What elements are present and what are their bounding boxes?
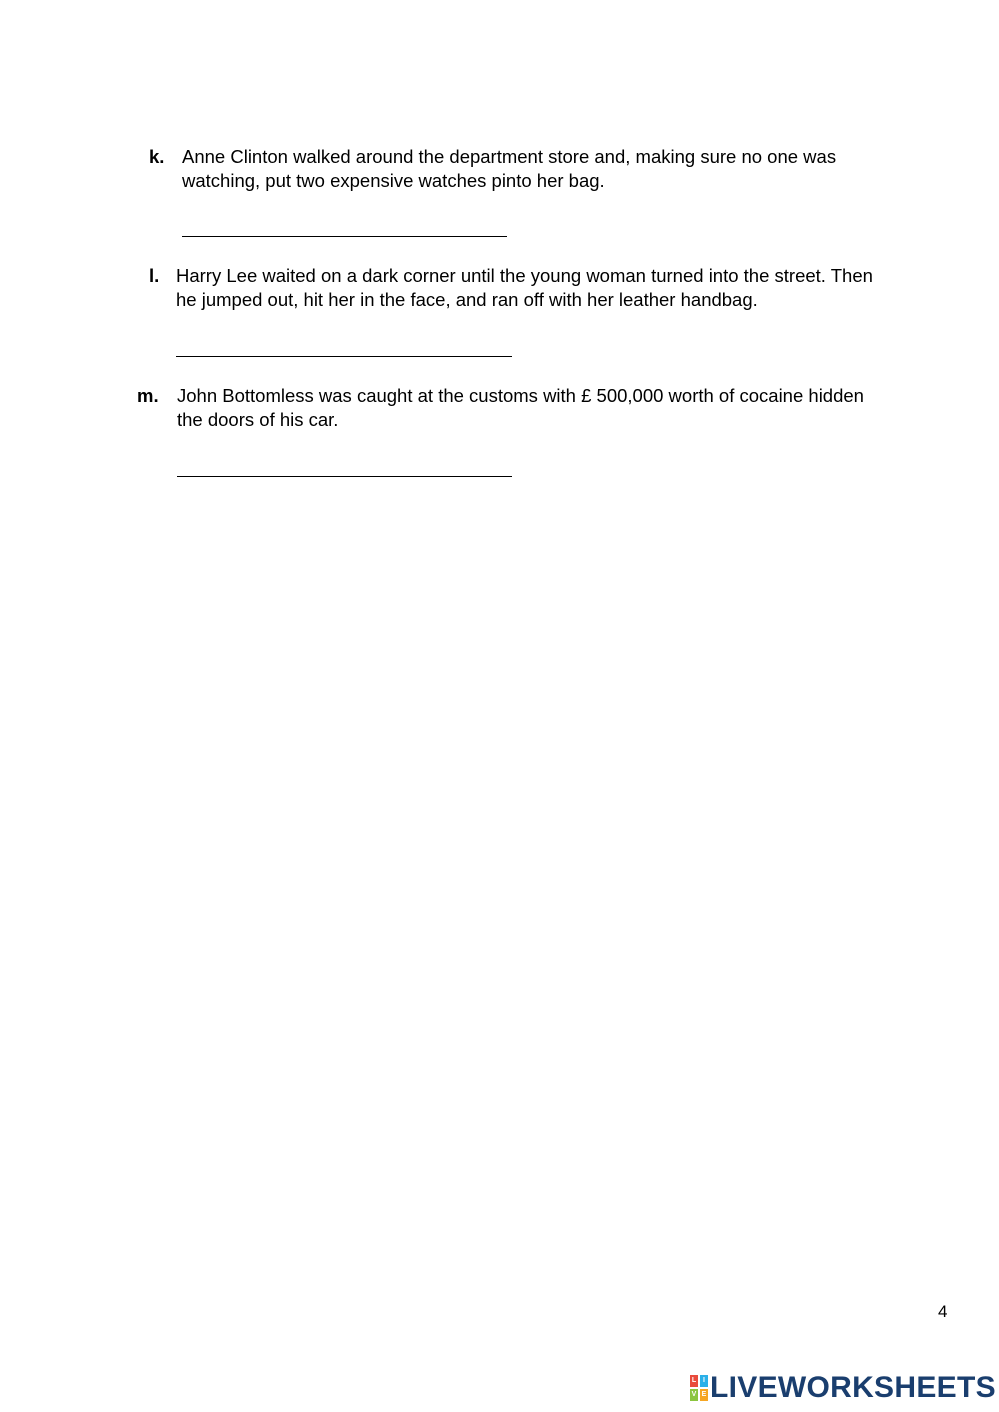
- question-m: [0, 384, 999, 444]
- question-letter: l.: [149, 265, 160, 286]
- brand-mark-letter: E: [700, 1389, 708, 1401]
- question-text-line: Anne Clinton walked around the department store and, making sure no one was: [182, 146, 837, 167]
- question-text-line: John Bottomless was caught at the customs with £ 500,000 worth of cocaine hidden: [177, 385, 864, 406]
- liveworksheets-logo: [690, 1370, 996, 1406]
- liveworksheets-mark-icon: [690, 1375, 708, 1401]
- page-number: 4: [938, 1302, 948, 1321]
- question-text-line: Harry Lee waited on a dark corner until the young woman turned into the street. Then: [176, 265, 873, 286]
- answer-line-m[interactable]: [177, 476, 512, 477]
- brand-text: LIVEWORKSHEETS: [710, 1371, 996, 1404]
- brand-mark-letter: V: [690, 1389, 698, 1401]
- question-l: [0, 264, 999, 324]
- question-k: [0, 145, 999, 205]
- question-letter: m.: [137, 385, 159, 406]
- answer-line-l[interactable]: [176, 356, 512, 357]
- answer-line-k[interactable]: [182, 236, 507, 237]
- question-text-line: watching, put two expensive watches pinto her bag.: [182, 170, 605, 191]
- question-letter: k.: [149, 146, 165, 167]
- question-text-line: the doors of his car.: [177, 409, 339, 430]
- question-text-line: he jumped out, hit her in the face, and ran off with her leather handbag.: [176, 289, 758, 310]
- brand-mark-letter: L: [690, 1375, 698, 1387]
- brand-mark-letter: I: [700, 1375, 708, 1387]
